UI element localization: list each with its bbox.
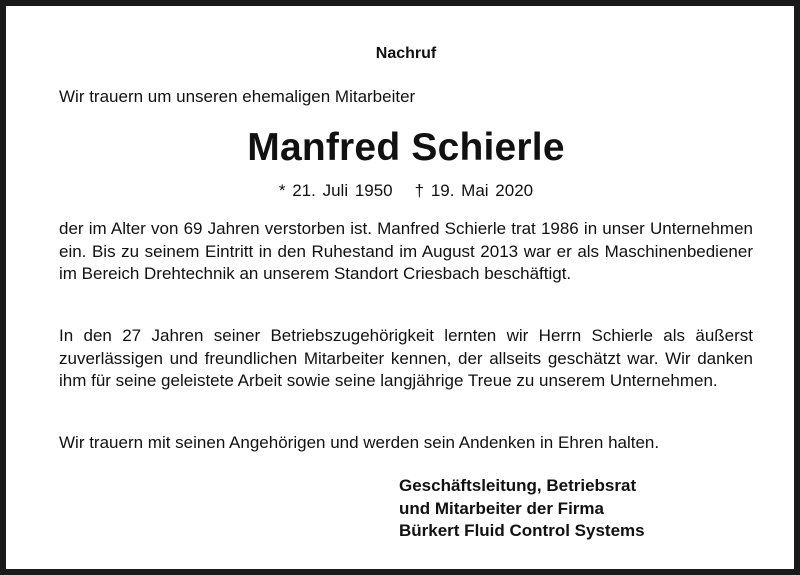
life-dates: [59, 180, 753, 202]
death-date: † 19. Mai 2020: [414, 181, 534, 200]
birth-date: * 21. Juli 1950: [278, 181, 393, 200]
paragraph-condolence: Wir trauern mit seinen Angehörigen und werden sein Andenken in Ehren halten.: [59, 433, 660, 452]
signature-line: Bürkert Fluid Control Systems: [399, 521, 645, 540]
notice-heading: Nachruf: [375, 45, 437, 62]
intro-line: Wir trauern um unseren ehemaligen Mitarbeiter: [59, 87, 416, 106]
paragraph-tribute: In den 27 Jahren seiner Betriebszugehörigkeit lernten wir Herrn Schierle als äußerst zuverlässigen und freundlichen Mitarbeiter kennen, der allseits geschätzt war. Wir danken ihm für seine geleistete Arbeit sowie seine langjährige Treue zu unserem Unternehmen.: [59, 326, 753, 390]
signature-line: Geschäftsleitung, Betriebsrat: [399, 476, 637, 495]
signature-line: und Mitarbeiter der Firma: [399, 498, 604, 518]
paragraph-career: der im Alter von 69 Jahren verstorben ist. Manfred Schierle trat 1986 in unser Unternehmen ein. Bis zu seinem Eintritt in den Ruhestand im August 2013 war er als Maschinenbediener im Bereich Drehtechnik an unserem Standort Criesbach beschäftigt.: [59, 219, 753, 283]
deceased-name: Manfred Schierle: [247, 126, 565, 169]
signature-block: [399, 475, 759, 543]
